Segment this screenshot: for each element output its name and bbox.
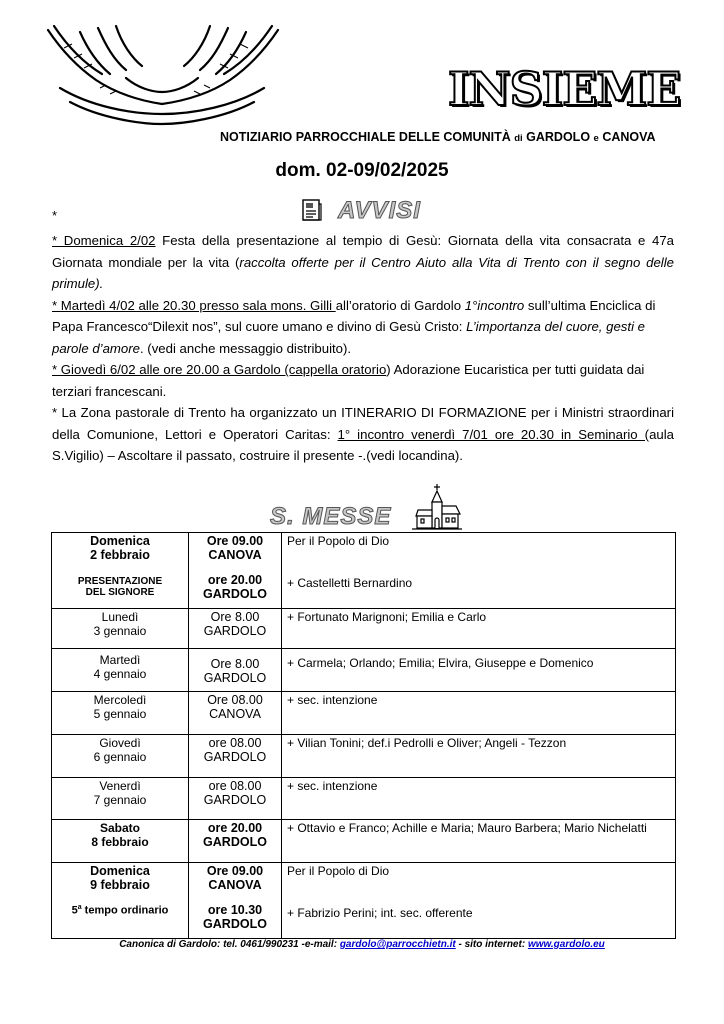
intention: + Ottavio e Franco; Achille e Maria; Mauro Barbera; Mario Nichelatti: [287, 821, 647, 835]
mass-place: GARDOLO: [203, 624, 267, 638]
asterisk-marker: *: [52, 208, 58, 223]
notice-2-date: * Martedì 4/02 alle 20.30 presso sala mons. Gilli: [52, 297, 336, 313]
mass-place: GARDOLO: [203, 835, 267, 849]
intention-cell: [282, 609, 676, 649]
feast-name-2: DEL SIGNORE: [85, 587, 155, 598]
mass-place: CANOVA: [209, 707, 261, 721]
mass-time: ore 08.00: [208, 779, 262, 793]
day-date: 4 gennaio: [93, 667, 147, 681]
notice-4-text2: aula S.Vigilio) – Ascoltare il passato, costruire il presente -.(vedi locandina).: [52, 426, 674, 463]
season-name: tempo ordinario: [81, 904, 169, 917]
intention-cell: [282, 692, 676, 735]
day-date: 5 gennaio: [93, 707, 147, 721]
intention-2: + Castelletti Bernardino: [287, 576, 413, 590]
notice-2-text3: . (vedi anche messaggio distribuito).: [139, 340, 352, 356]
mass-place-2: GARDOLO: [203, 587, 267, 601]
messe-heading: S. MESSE: [270, 503, 392, 530]
day-date: 3 gennaio: [93, 624, 147, 638]
subtitle-place-canova: CANOVA: [602, 130, 656, 144]
newsletter-icon: [300, 198, 324, 222]
day-name: Lunedì: [101, 610, 139, 624]
notice-1-text: Festa della presentazione al tempio di Gesù: Giornata della vita consacrata e 47a Giornata mondiale per la vita (: [52, 233, 674, 270]
footer-site-text: - sito internet:: [455, 939, 528, 950]
time-cell: [189, 692, 282, 735]
notice-2: [52, 295, 674, 360]
time-cell: [189, 533, 282, 609]
table-row: [52, 863, 676, 939]
day-date: 7 gennaio: [93, 793, 147, 807]
notice-1-date: * Domenica 2/02: [52, 233, 156, 248]
season-number: 5: [71, 904, 78, 917]
intention: Per il Popolo di Dio: [287, 864, 390, 878]
mass-time: Ore 09.00: [206, 534, 264, 548]
intention-cell: [282, 735, 676, 778]
notice-1-italic: raccolta offerte per il Centro Aiuto alla Vita di Trento con il segno delle primule).: [52, 254, 674, 291]
intention-cell: [282, 778, 676, 820]
subtitle-di: di: [514, 133, 523, 144]
notice-2-italic: 1°incontro: [464, 297, 525, 313]
table-row: [52, 533, 676, 609]
mass-time: Ore 8.00: [210, 610, 260, 624]
notice-3-text: ) Adorazione Eucaristica per tutti guidata dai terziari francescani.: [52, 362, 645, 399]
mass-place-2: GARDOLO: [203, 917, 267, 931]
newsletter-title: INSIEME: [448, 62, 681, 116]
intention: + Carmela; Orlando; Emilia; Elvira, Giuseppe e Domenico: [287, 656, 594, 670]
website-link[interactable]: www.gardolo.eu: [527, 939, 605, 950]
mass-time: ore 20.00: [207, 821, 263, 835]
footer-phone-text: Canonica di Gardolo: tel. 0461/990231 -e-mail:: [119, 939, 340, 950]
day-name: Martedì: [99, 653, 141, 667]
notice-1: [52, 230, 674, 295]
intention: + sec. intenzione: [287, 693, 378, 707]
church-icon: [412, 482, 462, 532]
email-link[interactable]: gardolo@parrocchietn.it: [339, 939, 456, 950]
time-cell: [189, 778, 282, 820]
time-cell: [189, 649, 282, 692]
mass-place: GARDOLO: [203, 793, 267, 807]
notice-3-date: * Giovedì 6/02 alle ore 20.00 a Gardolo (cappella oratorio: [52, 362, 387, 377]
mass-place: CANOVA: [208, 878, 262, 892]
day-cell: [52, 820, 189, 863]
intention: + Fortunato Marignoni; Emilia e Carlo: [287, 610, 487, 624]
day-cell: [52, 778, 189, 820]
day-date: 2 febbraio: [90, 548, 150, 562]
subtitle-place-gardolo: GARDOLO: [526, 130, 591, 144]
notice-3: [52, 359, 674, 402]
table-row: [52, 778, 676, 820]
mass-place: GARDOLO: [203, 671, 267, 685]
intention-cell: [282, 820, 676, 863]
time-cell: [189, 863, 282, 939]
notice-4-date: 1° incontro venerdì 7/01 ore 20.30 in Seminario (: [337, 426, 650, 442]
day-date: 6 gennaio: [93, 750, 147, 764]
day-cell: [52, 863, 189, 939]
subtitle-main: NOTIZIARIO PARROCCHIALE DELLE COMUNITÀ: [220, 130, 511, 144]
day-name: Giovedì: [99, 736, 141, 750]
mass-time: Ore 8.00: [210, 657, 260, 671]
day-name: Domenica: [90, 864, 150, 878]
mass-time: Ore 08.00: [207, 693, 263, 707]
day-cell: [52, 533, 189, 609]
table-row: [52, 735, 676, 778]
table-row: [52, 649, 676, 692]
notice-2-text2: sull’ultima Enciclica di Papa Francesco“Dilexit nos”, sul cuore umano e divino di Gesù Cristo:: [52, 297, 656, 334]
intention: + sec. intenzione: [287, 779, 378, 793]
time-cell: [189, 609, 282, 649]
messe-table: [51, 532, 676, 939]
season-suffix: a: [77, 904, 82, 911]
day-cell: [52, 649, 189, 692]
hands-icon: [40, 18, 285, 130]
mass-time: ore 08.00: [208, 736, 262, 750]
intention: Per il Popolo di Dio: [287, 534, 390, 548]
newsletter-subtitle: [220, 130, 656, 144]
mass-time-2: ore 20.00: [207, 573, 263, 587]
mass-place: CANOVA: [208, 548, 262, 562]
footer-contacts: [0, 939, 724, 950]
intention: + Vilian Tonini; def.i Pedrolli e Oliver; Angeli - Tezzon: [287, 736, 567, 750]
notice-4-text: * La Zona pastorale di Trento ha organizzato un ITINERARIO DI FORMAZIONE per i Ministri straordinari della Comunione, Lettori e Operatori Caritas:: [52, 405, 674, 442]
table-row: [52, 692, 676, 735]
notices-section: [52, 230, 674, 467]
notice-2-italic2: L’importanza del cuore, gesti e parole d’amore: [52, 319, 645, 356]
intention-cell: [282, 863, 676, 939]
issue-date: dom. 02-09/02/2025: [275, 160, 449, 181]
day-cell: [52, 692, 189, 735]
table-row: [52, 609, 676, 649]
day-cell: [52, 609, 189, 649]
table-row: [52, 820, 676, 863]
intention-cell: [282, 533, 676, 609]
day-name: Domenica: [90, 534, 150, 548]
mass-place: GARDOLO: [203, 750, 267, 764]
subtitle-e: e: [593, 133, 599, 144]
day-cell: [52, 735, 189, 778]
avvisi-heading: AVVISI: [338, 197, 421, 224]
liturgical-season: [52, 904, 188, 917]
intention-cell: [282, 649, 676, 692]
mass-time-2: ore 10.30: [207, 903, 263, 917]
intention-2: + Fabrizio Perini; int. sec. offerente: [287, 906, 473, 920]
day-date: 8 febbraio: [91, 835, 149, 849]
notice-4: [52, 402, 674, 467]
mass-time: Ore 09.00: [206, 864, 264, 878]
notice-2-text: all’oratorio di Gardolo: [335, 297, 465, 313]
time-cell: [189, 820, 282, 863]
day-name: Sabato: [99, 821, 140, 835]
feast-name: PRESENTAZIONE: [77, 576, 163, 587]
day-name: Venerdì: [99, 779, 141, 793]
time-cell: [189, 735, 282, 778]
day-name: Mercoledì: [93, 693, 147, 707]
day-date: 9 febbraio: [90, 878, 150, 892]
